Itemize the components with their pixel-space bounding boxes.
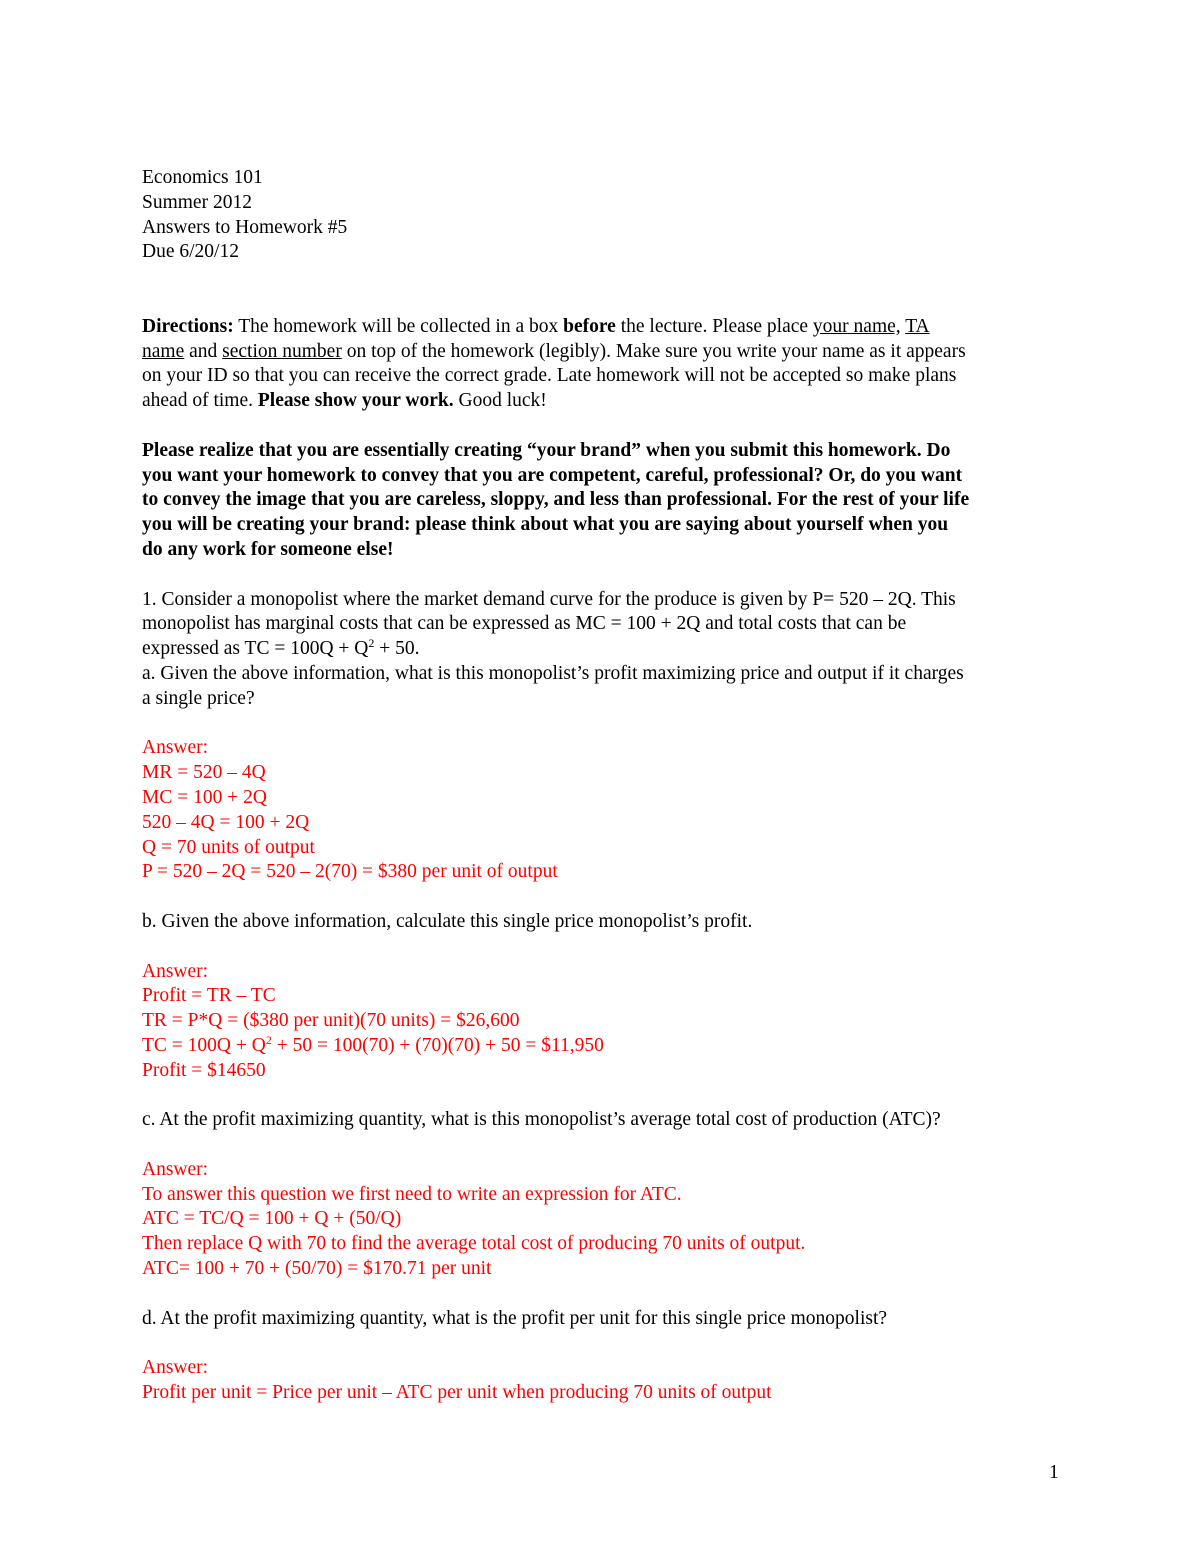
your-name-underlined: your name, bbox=[812, 315, 901, 337]
part-b-answer bbox=[142, 960, 1062, 1084]
name-underlined: name bbox=[142, 340, 185, 362]
due-date: Due 6/20/12 bbox=[142, 241, 239, 263]
brand-note-line: you will be creating your brand: please think about what you are saying about yourself when you bbox=[142, 514, 949, 536]
answer-line: ATC = TC/Q = 100 + Q + (50/Q) bbox=[142, 1208, 402, 1230]
spacer bbox=[142, 414, 1062, 439]
question-1 bbox=[142, 588, 1062, 662]
spacer bbox=[142, 1083, 1062, 1108]
equation-text: + 50 = 100(70) + (70)(70) + 50 = $11,950 bbox=[271, 1034, 604, 1056]
answer-line bbox=[142, 1034, 1062, 1059]
spacer bbox=[142, 712, 1062, 737]
spacer bbox=[142, 1133, 1062, 1158]
answer-line: To answer this question we first need to write an expression for ATC. bbox=[142, 1183, 682, 1205]
spacer bbox=[142, 265, 1062, 290]
answer-line: P = 520 – 2Q = 520 – 2(70) = $380 per unit of output bbox=[142, 861, 558, 883]
spacer bbox=[142, 290, 1062, 315]
answer-line: Profit = TR – TC bbox=[142, 985, 276, 1007]
answer-label: Answer: bbox=[142, 1357, 209, 1379]
ta-underlined: TA bbox=[905, 315, 930, 337]
directions-line-3: on your ID so that you can receive the correct grade. Late homework will not be accepted so make plans bbox=[142, 365, 957, 387]
directions-text: The homework will be collected in a box bbox=[233, 315, 564, 337]
directions-line-2 bbox=[142, 340, 1062, 365]
answer-label: Answer: bbox=[142, 960, 209, 982]
part-a-question: a. Given the above information, what is this monopolist’s profit maximizing price and output if it charges bbox=[142, 662, 964, 684]
part-c-answer bbox=[142, 1158, 1062, 1282]
answer-line: TR = P*Q = ($380 per unit)(70 units) = $26,600 bbox=[142, 1010, 520, 1032]
equation-text: TC = 100Q + Q bbox=[142, 1034, 266, 1056]
directions-line-4 bbox=[142, 389, 1062, 414]
part-a-answer bbox=[142, 736, 1062, 885]
part-c bbox=[142, 1108, 1062, 1282]
answer-line: MR = 520 – 4Q bbox=[142, 762, 266, 784]
part-c-question: c. At the profit maximizing quantity, what is this monopolist’s average total cost of production (ATC)? bbox=[142, 1109, 941, 1131]
answer-line: MC = 100 + 2Q bbox=[142, 786, 267, 808]
spacer bbox=[142, 1282, 1062, 1307]
brand-note-line: you want your homework to convey that you are competent, careful, professional? Or, do you want bbox=[142, 464, 963, 486]
brand-note-line: to convey the image that you are careless, sloppy, and less than professional. For the rest of your life bbox=[142, 489, 970, 511]
answer-line: Profit = $14650 bbox=[142, 1059, 266, 1081]
directions-text: and bbox=[184, 340, 223, 362]
question-1-line: 1. Consider a monopolist where the market demand curve for the produce is given by P= 520 – 2Q. This bbox=[142, 588, 956, 610]
answer-line: Then replace Q with 70 to find the average total cost of producing 70 units of output. bbox=[142, 1233, 806, 1255]
show-work-emphasis: Please show your work. bbox=[257, 390, 454, 412]
answer-line: Q = 70 units of output bbox=[142, 836, 315, 858]
part-d bbox=[142, 1307, 1062, 1406]
part-b bbox=[142, 910, 1062, 1084]
question-1-line: monopolist has marginal costs that can be expressed as MC = 100 + 2Q and total costs that can be bbox=[142, 613, 907, 635]
directions-text: the lecture. Please place bbox=[615, 315, 813, 337]
brand-note-line: do any work for someone else! bbox=[142, 538, 394, 560]
part-d-question: d. At the profit maximizing quantity, what is the profit per unit for this single price monopolist? bbox=[142, 1307, 888, 1329]
part-a bbox=[142, 662, 1062, 885]
before-emphasis: before bbox=[563, 315, 616, 337]
brand-note-paragraph bbox=[142, 439, 1062, 563]
answer-label: Answer: bbox=[142, 737, 209, 759]
part-d-answer bbox=[142, 1356, 1062, 1406]
document-page bbox=[142, 166, 1062, 1406]
directions-label: Directions: bbox=[142, 315, 234, 337]
exponent: 2 bbox=[368, 636, 375, 651]
spacer bbox=[142, 1331, 1062, 1356]
answer-line: 520 – 4Q = 100 + 2Q bbox=[142, 811, 310, 833]
answer-line: ATC= 100 + 70 + (50/70) = $170.71 per unit bbox=[142, 1258, 492, 1280]
exponent: 2 bbox=[265, 1032, 272, 1047]
page-number: 1 bbox=[1049, 1462, 1059, 1483]
spacer bbox=[142, 563, 1062, 588]
directions-text: on top of the homework (legibly). Make sure you write your name as it appears bbox=[341, 340, 966, 362]
term: Summer 2012 bbox=[142, 191, 252, 213]
part-a-question: a single price? bbox=[142, 687, 255, 709]
part-b-question: b. Given the above information, calculate this single price monopolist’s profit. bbox=[142, 910, 753, 932]
brand-note-line: Please realize that you are essentially creating “your brand” when you submit this homework. Do bbox=[142, 439, 951, 461]
equation-text: + 50. bbox=[374, 638, 420, 660]
directions-paragraph bbox=[142, 315, 1062, 414]
assignment-title: Answers to Homework #5 bbox=[142, 216, 348, 238]
section-number-underlined: section number bbox=[222, 340, 342, 362]
course-title: Economics 101 bbox=[142, 167, 263, 188]
spacer bbox=[142, 885, 1062, 910]
directions-line-1 bbox=[142, 315, 1062, 340]
question-1-line bbox=[142, 637, 1062, 662]
directions-text: Good luck! bbox=[453, 390, 547, 412]
spacer bbox=[142, 935, 1062, 960]
directions-text: ahead of time. bbox=[142, 390, 258, 412]
answer-label: Answer: bbox=[142, 1158, 209, 1180]
header-block bbox=[142, 166, 1062, 265]
answer-line: Profit per unit = Price per unit – ATC per unit when producing 70 units of output bbox=[142, 1382, 772, 1404]
equation-text: expressed as TC = 100Q + Q bbox=[142, 638, 369, 660]
